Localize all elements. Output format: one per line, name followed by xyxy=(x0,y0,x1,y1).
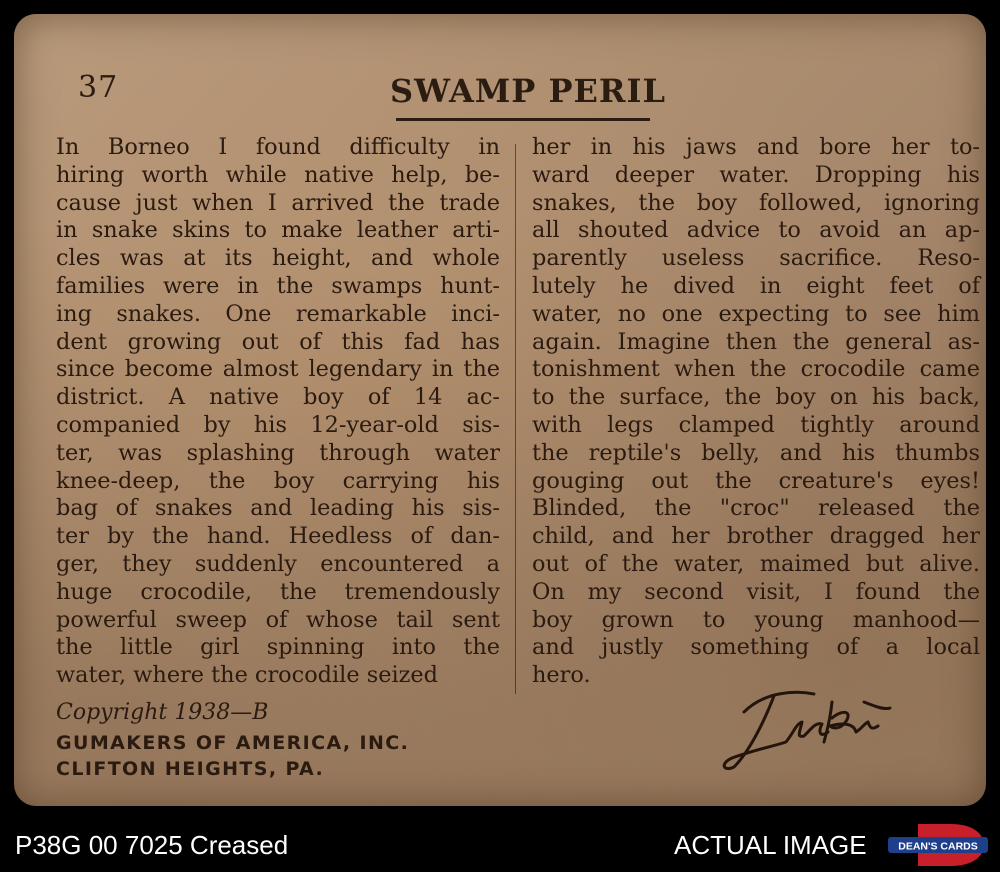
column-divider xyxy=(515,144,516,694)
story-line: In Borneo I found difficulty in xyxy=(56,134,500,160)
card-number: 37 xyxy=(78,70,119,105)
certification-label: P38G 00 7025 Creased xyxy=(15,830,289,860)
story-line: the little girl spinning into the xyxy=(56,634,500,661)
story-line: water, where the crocodile seized xyxy=(56,662,438,689)
story-line: all shouted advice to avoid an ap- xyxy=(532,217,980,244)
story-line: boy grown to young manhood— xyxy=(532,606,980,633)
dealer-logo-text: DEAN'S CARDS xyxy=(898,840,978,853)
story-line: bag of snakes and leading his sis- xyxy=(56,495,500,522)
story-line: her in his jaws and bore her to- xyxy=(532,134,980,160)
story-line: cles was at its height, and whole xyxy=(56,245,500,272)
copyright-notice: Copyright 1938—B xyxy=(56,700,269,725)
actual-image-label: ACTUAL IMAGE xyxy=(674,830,867,860)
story-line: district. A native boy of 14 ac- xyxy=(56,384,500,411)
story-line: families were in the swamps hunt- xyxy=(56,272,500,299)
story-line: gouging out the creature's eyes! xyxy=(532,467,980,494)
story-line: powerful sweep of whose tail sent xyxy=(56,606,500,633)
story-line: huge crocodile, the tremendously xyxy=(56,578,500,605)
story-line: On my second visit, I found the xyxy=(532,578,980,605)
story-line: and justly something of a local xyxy=(532,634,980,661)
card-title: SWAMP PERIL xyxy=(390,72,666,110)
signature-icon xyxy=(704,672,904,782)
story-line: child, and her brother dragged her xyxy=(532,523,980,550)
story-line: to the surface, the boy on his back, xyxy=(532,384,980,411)
publisher-name: GUMAKERS OF AMERICA, INC. xyxy=(56,732,410,754)
story-line: tonishment when the crocodile came xyxy=(532,356,980,383)
trading-card-back xyxy=(14,14,986,806)
story-left-column xyxy=(56,134,500,690)
title-underline xyxy=(396,118,650,121)
story-line: water, no one expecting to see him xyxy=(532,300,980,327)
story-line: hero. xyxy=(532,662,591,689)
deans-cards-logo-icon xyxy=(888,822,988,868)
story-line: again. Imagine then the general as- xyxy=(532,328,980,355)
story-line: lutely he dived in eight feet of xyxy=(532,272,980,299)
story-line: ger, they suddenly encountered a xyxy=(56,550,500,577)
story-line: with legs clamped tightly around xyxy=(532,411,980,438)
story-right-column xyxy=(532,134,980,690)
story-line: ter by the hand. Heedless of dan- xyxy=(56,523,500,550)
story-line: parently useless sacrifice. Reso- xyxy=(532,245,980,272)
story-line: Blinded, the "croc" released the xyxy=(532,495,980,522)
story-line: in snake skins to make leather arti- xyxy=(56,217,500,244)
story-line: ing snakes. One remarkable inci- xyxy=(56,300,500,327)
story-line: hiring worth while native help, be- xyxy=(56,161,500,188)
story-line: cause just when I arrived the trade xyxy=(56,189,500,216)
story-line: the reptile's belly, and his thumbs xyxy=(532,439,980,466)
story-line: companied by his 12-year-old sis- xyxy=(56,411,500,438)
story-line: ward deeper water. Dropping his xyxy=(532,161,980,188)
story-line: dent growing out of this fad has xyxy=(56,328,500,355)
story-line: ter, was splashing through water xyxy=(56,439,500,466)
story-line: snakes, the boy followed, ignoring xyxy=(532,189,980,216)
publisher-location: CLIFTON HEIGHTS, PA. xyxy=(56,758,325,780)
story-line: knee-deep, the boy carrying his xyxy=(56,467,500,494)
publisher-block xyxy=(56,730,409,782)
story-line: since become almost legendary in the xyxy=(56,356,500,383)
story-line: out of the water, maimed but alive. xyxy=(532,550,980,577)
